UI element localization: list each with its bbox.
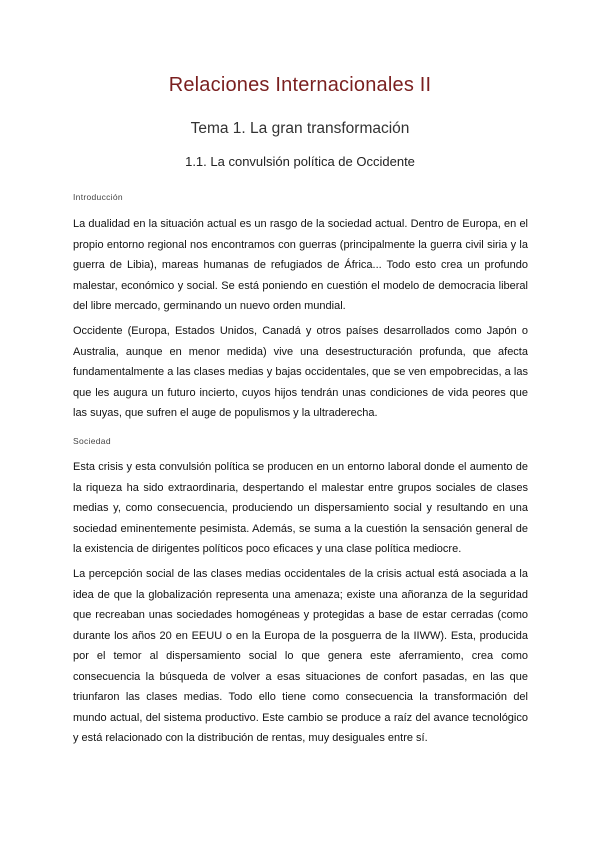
document-title: Relaciones Internacionales II	[168, 74, 432, 96]
section-title: 1.1. La convulsión política de Occidente	[185, 154, 415, 169]
section-label-introduccion: Introducción	[73, 192, 123, 202]
paragraph-intro-2: Occidente (Europa, Estados Unidos, Canadá y otros países desarrollados como Japón o Australia, aunque en menor medida) vive una desestructuración profunda, que afecta fundamentalmente a las clases medias y bajas occidentales, que se ven empobrecidas, a las que les augura un futuro incierto, cuyos hijos tendrán unas condiciones de vida peores que las suyas, que sufren el auge de populismos y la ultraderecha.	[73, 325, 528, 419]
chapter-title: Tema 1. La gran transformación	[190, 120, 410, 137]
paragraph-sociedad-1: Esta crisis y esta convulsión política se producen en un entorno laboral donde el aumento de la riqueza ha sido extraordinaria, despertando el malestar entre grupos sociales de clases medias y, como consecuencia, produciendo un dispersamiento social y resultando en una sociedad eminentemente pesimista. Además, se suma a la cuestión la sensación general de la existencia de dirigentes políticos poco eficaces y una clase política mediocre.	[73, 461, 528, 555]
paragraph-sociedad-2: La percepción social de las clases medias occidentales de la crisis actual está asociada a la idea de que la globalización representa una amenaza; existe una añoranza de la seguridad que recreaban unas sociedades homogéneas y protegidas a base de estar cerradas (como durante los años 20 en EEUU o en la Europa de la posguerra de la IIWW). Esta, producida por el temor al dispersamiento social lo que genera este aferramiento, crea como consecuencia la búsqueda de volver a esas situaciones de confort pasadas, en las que triunfaron las clases medias. Todo ello tiene como consecuencia la transformación del mundo actual, del sistema productivo. Este cambio se produce a raíz del avance tecnológico y está relacionado con la distribución de rentas, muy desiguales entre sí.	[73, 568, 528, 744]
paragraph-intro-1: La dualidad en la situación actual es un rasgo de la sociedad actual. Dentro de Europa, en el propio entorno regional nos encontramos con guerras (principalmente la guerra civil siria y la guerra de Libia), mareas humanas de refugiados de África... Todo esto crea un profundo malestar, económico y social. Se está poniendo en cuestión el modelo de democracia liberal del libre mercado, germinando un nuevo orden mundial.	[73, 218, 528, 312]
section-label-sociedad: Sociedad	[73, 436, 111, 446]
